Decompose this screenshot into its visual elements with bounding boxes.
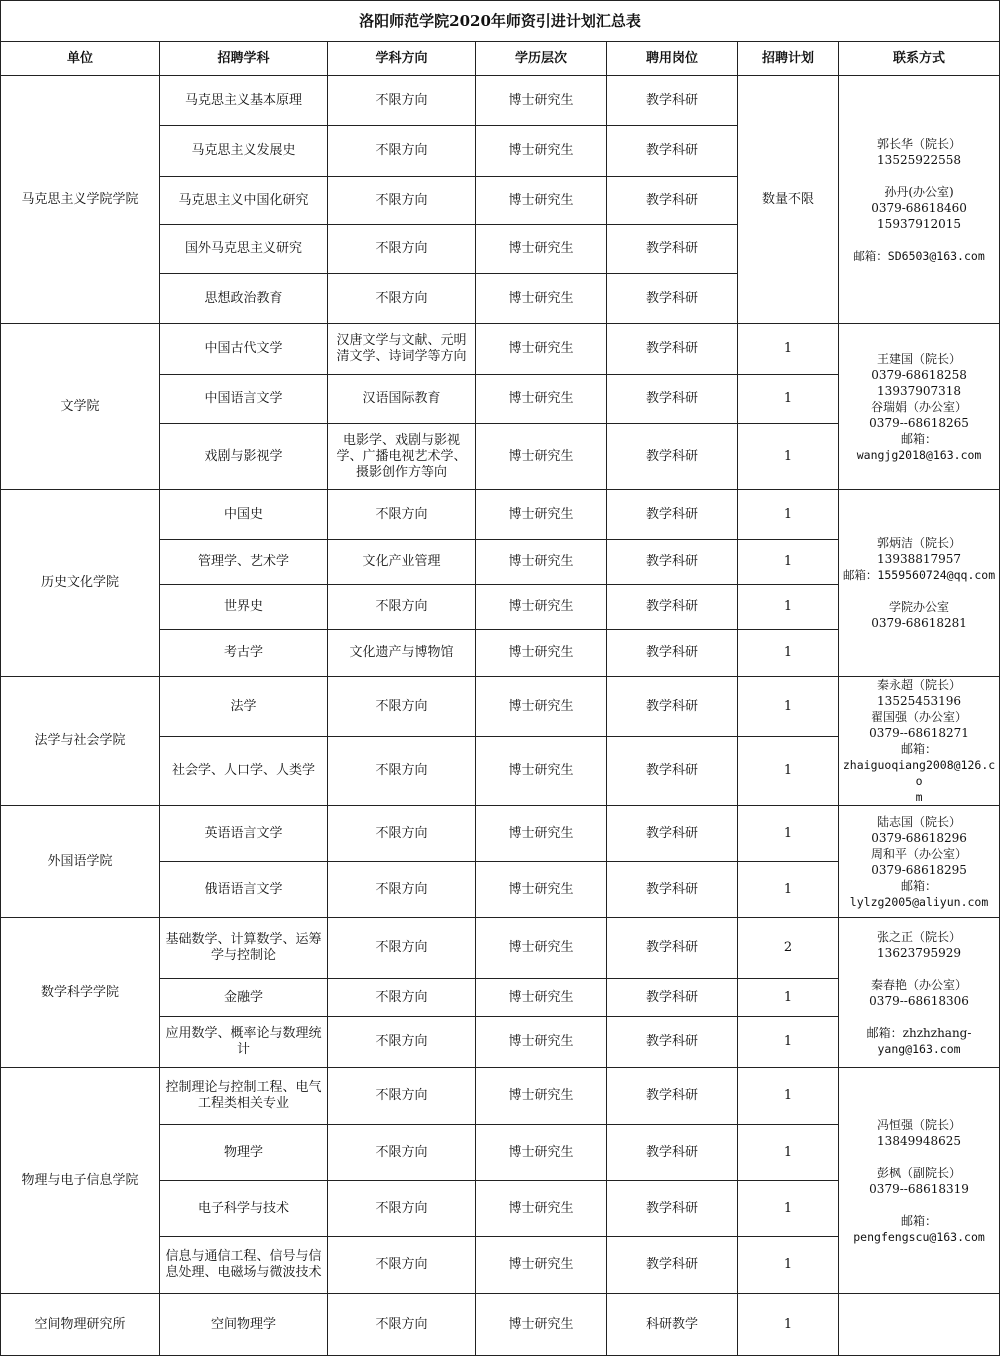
contact-line: 13937907318 [877,383,962,398]
plan-cell: 1 [738,585,839,630]
post-cell: 教学科研 [607,585,738,630]
degree-cell: 博士研究生 [476,979,607,1017]
post-cell: 教学科研 [607,862,738,918]
subject-cell: 世界史 [160,585,328,630]
degree-cell: 博士研究生 [476,324,607,375]
contact-cell [839,806,1000,918]
degree-cell: 博士研究生 [476,630,607,677]
degree-cell: 博士研究生 [476,274,607,324]
contact-cell [839,490,1000,677]
subject-cell: 考古学 [160,630,328,677]
post-cell: 教学科研 [607,76,738,126]
post-cell: 教学科研 [607,918,738,979]
header-post: 聘用岗位 [607,42,738,76]
contact-line: 邮箱： [901,878,938,893]
table-row [1,1068,1000,1125]
direction-cell: 不限方向 [328,979,476,1017]
table-row [1,490,1000,540]
post-cell: 教学科研 [607,225,738,274]
contact-line [841,232,997,248]
contact-line: 彭枫（副院长） [877,1165,962,1180]
direction-cell: 汉唐文学与文献、元明清文学、诗词学等方向 [328,324,476,375]
direction-cell: 不限方向 [328,126,476,177]
contact-line: 邮箱：1559560724@qq.com [842,568,996,582]
contact-line: 0379-68618460 [871,200,967,215]
direction-cell: 不限方向 [328,862,476,918]
unit-cell: 物理与电子信息学院 [1,1068,160,1294]
table-row [1,324,1000,375]
post-cell: 教学科研 [607,677,738,737]
unit-cell: 数学科学学院 [1,918,160,1068]
contact-line [841,168,997,184]
degree-cell: 博士研究生 [476,225,607,274]
contact-cell [839,76,1000,324]
degree-cell: 博士研究生 [476,540,607,585]
post-cell: 教学科研 [607,1068,738,1125]
degree-cell: 博士研究生 [476,1068,607,1125]
unit-cell: 法学与社会学院 [1,677,160,806]
direction-cell: 不限方向 [328,1294,476,1356]
unit-cell: 空间物理研究所 [1,1294,160,1356]
degree-cell: 博士研究生 [476,1237,607,1294]
header-contact: 联系方式 [839,42,1000,76]
direction-cell: 不限方向 [328,677,476,737]
post-cell: 教学科研 [607,126,738,177]
direction-cell: 不限方向 [328,1237,476,1294]
direction-cell: 文化产业管理 [328,540,476,585]
direction-cell: 不限方向 [328,806,476,862]
plan-cell: 1 [738,375,839,424]
contact-line: 学院办公室 [889,600,950,614]
contact-line: yang@163.com [877,1041,961,1056]
header-row [1,42,1000,76]
contact-line: 谷瑞娟（办公室） [871,399,968,414]
table-row [1,677,1000,737]
direction-cell: 不限方向 [328,1181,476,1237]
degree-cell: 博士研究生 [476,1017,607,1068]
subject-cell: 管理学、艺术学 [160,540,328,585]
subject-cell: 基础数学、计算数学、运筹学与控制论 [160,918,328,979]
contact-cell [839,324,1000,490]
plan-cell: 1 [738,979,839,1017]
table-title: 洛阳师范学院2020年师资引进计划汇总表 [1,1,1000,42]
contact-line: 翟国强（办公室） [871,710,968,724]
subject-cell: 空间物理学 [160,1294,328,1356]
post-cell: 教学科研 [607,806,738,862]
subject-cell: 控制理论与控制工程、电气工程类相关专业 [160,1068,328,1125]
post-cell: 教学科研 [607,630,738,677]
direction-cell: 文化遗产与博物馆 [328,630,476,677]
plan-cell: 1 [738,424,839,490]
contact-line: 周和平（办公室） [871,846,968,861]
contact-line: 13525922558 [877,152,962,167]
direction-cell: 不限方向 [328,1125,476,1181]
header-degree: 学历层次 [476,42,607,76]
unit-cell: 历史文化学院 [1,490,160,677]
degree-cell: 博士研究生 [476,918,607,979]
post-cell: 教学科研 [607,177,738,225]
degree-cell: 博士研究生 [476,737,607,806]
contact-cell [839,918,1000,1068]
table-row [1,76,1000,126]
unit-cell: 文学院 [1,324,160,490]
subject-cell: 中国古代文学 [160,324,328,375]
subject-cell: 中国语言文学 [160,375,328,424]
plan-cell: 1 [738,862,839,918]
plan-cell: 2 [738,918,839,979]
contact-line: 0379-68618281 [871,616,967,630]
contact-cell [839,1068,1000,1294]
subject-cell: 戏剧与影视学 [160,424,328,490]
post-cell: 教学科研 [607,1125,738,1181]
unit-cell: 外国语学院 [1,806,160,918]
plan-cell: 1 [738,324,839,375]
degree-cell: 博士研究生 [476,126,607,177]
contact-cell [839,1294,1000,1356]
contact-line: 秦春艳（办公室） [871,977,968,992]
degree-cell: 博士研究生 [476,1181,607,1237]
contact-line: 13938817957 [877,552,962,566]
degree-cell: 博士研究生 [476,424,607,490]
post-cell: 教学科研 [607,424,738,490]
contact-line [841,961,997,977]
degree-cell: 博士研究生 [476,76,607,126]
subject-cell: 社会学、人口学、人类学 [160,737,328,806]
subject-cell: 国外马克思主义研究 [160,225,328,274]
direction-cell: 不限方向 [328,737,476,806]
table-row [1,806,1000,862]
plan-cell: 1 [738,540,839,585]
contact-line: 0379-68618295 [871,862,967,877]
post-cell: 教学科研 [607,737,738,806]
subject-cell: 信息与通信工程、信号与信息处理、电磁场与微波技术 [160,1237,328,1294]
degree-cell: 博士研究生 [476,806,607,862]
direction-cell: 不限方向 [328,177,476,225]
post-cell: 教学科研 [607,375,738,424]
degree-cell: 博士研究生 [476,375,607,424]
direction-cell: 不限方向 [328,76,476,126]
post-cell: 教学科研 [607,274,738,324]
plan-cell: 1 [738,806,839,862]
degree-cell: 博士研究生 [476,585,607,630]
unit-cell: 马克思主义学院学院 [1,76,160,324]
contact-line: pengfengscu@163.com [853,1229,985,1244]
contact-line: 郭长华（院长） [877,136,962,151]
header-direction: 学科方向 [328,42,476,76]
degree-cell: 博士研究生 [476,1125,607,1181]
contact-line: 邮箱：SD6503@163.com [853,248,985,263]
contact-line: 邮箱： [901,742,938,756]
contact-line [841,583,997,599]
post-cell: 教学科研 [607,540,738,585]
contact-line [841,1197,997,1213]
plan-cell: 1 [738,1125,839,1181]
table-row [1,1294,1000,1356]
subject-cell: 物理学 [160,1125,328,1181]
direction-cell: 汉语国际教育 [328,375,476,424]
contact-line: 邮箱： [901,431,938,446]
contact-line: 张之正（院长） [877,929,962,944]
post-cell: 教学科研 [607,490,738,540]
contact-line: 0379--68618271 [869,726,969,740]
contact-line: 邮箱： [901,1213,938,1228]
direction-cell: 不限方向 [328,585,476,630]
contact-line: 0379-68618258 [871,367,967,382]
degree-cell: 博士研究生 [476,677,607,737]
contact-line: lylzg2005@aliyun.com [849,894,989,909]
contact-line: m [915,790,923,804]
degree-cell: 博士研究生 [476,490,607,540]
direction-cell: 不限方向 [328,918,476,979]
direction-cell: 不限方向 [328,1017,476,1068]
contact-line: 冯恒强（院长） [877,1117,962,1132]
direction-cell: 不限方向 [328,274,476,324]
contact-line: 孙丹(办公室) [884,184,954,199]
plan-cell: 1 [738,1017,839,1068]
post-cell: 教学科研 [607,1017,738,1068]
post-cell: 教学科研 [607,1181,738,1237]
subject-cell: 中国史 [160,490,328,540]
contact-line: 13525453196 [877,694,962,708]
contact-line: 0379-68618296 [871,830,967,845]
contact-cell [839,677,1000,806]
contact-line: zhaiguoqiang2008@126.co [842,758,996,788]
plan-cell: 1 [738,1294,839,1356]
direction-cell: 不限方向 [328,225,476,274]
degree-cell: 博士研究生 [476,1294,607,1356]
contact-line: 15937912015 [877,216,962,231]
contact-line: 13849948625 [877,1133,962,1148]
contact-line: 0379--68618265 [869,415,969,430]
plan-cell: 数量不限 [738,76,839,324]
plan-cell: 1 [738,1068,839,1125]
subject-cell: 马克思主义基本原理 [160,76,328,126]
degree-cell: 博士研究生 [476,862,607,918]
direction-cell: 电影学、戏剧与影视学、广播电视艺术学、摄影创作方等向 [328,424,476,490]
subject-cell: 金融学 [160,979,328,1017]
contact-line: 0379--68618319 [869,1181,969,1196]
contact-line [841,1149,997,1165]
header-subject: 招聘学科 [160,42,328,76]
contact-line: 郭炳洁（院长） [877,536,962,550]
subject-cell: 马克思主义发展史 [160,126,328,177]
contact-line: 邮箱：zhzhzhang- [866,1025,972,1040]
plan-cell: 1 [738,737,839,806]
direction-cell: 不限方向 [328,1068,476,1125]
contact-line [841,1009,997,1025]
post-cell: 教学科研 [607,979,738,1017]
subject-cell: 应用数学、概率论与数理统计 [160,1017,328,1068]
contact-line: 王建国（院长） [877,351,962,366]
post-cell: 教学科研 [607,1237,738,1294]
plan-cell: 1 [738,1237,839,1294]
plan-cell: 1 [738,1181,839,1237]
plan-cell: 1 [738,630,839,677]
contact-line: 0379--68618306 [869,993,969,1008]
plan-cell: 1 [738,677,839,737]
subject-cell: 思想政治教育 [160,274,328,324]
header-unit: 单位 [1,42,160,76]
header-plan: 招聘计划 [738,42,839,76]
contact-line: 秦永超（院长） [877,678,962,692]
subject-cell: 法学 [160,677,328,737]
table-row [1,918,1000,979]
post-cell: 教学科研 [607,324,738,375]
subject-cell: 马克思主义中国化研究 [160,177,328,225]
contact-line: wangjg2018@163.com [856,447,982,462]
contact-line: 13623795929 [877,945,962,960]
degree-cell: 博士研究生 [476,177,607,225]
post-cell: 科研教学 [607,1294,738,1356]
subject-cell: 俄语语言文学 [160,862,328,918]
subject-cell: 电子科学与技术 [160,1181,328,1237]
contact-line: 陆志国（院长） [877,814,962,829]
plan-cell: 1 [738,490,839,540]
direction-cell: 不限方向 [328,490,476,540]
subject-cell: 英语语言文学 [160,806,328,862]
